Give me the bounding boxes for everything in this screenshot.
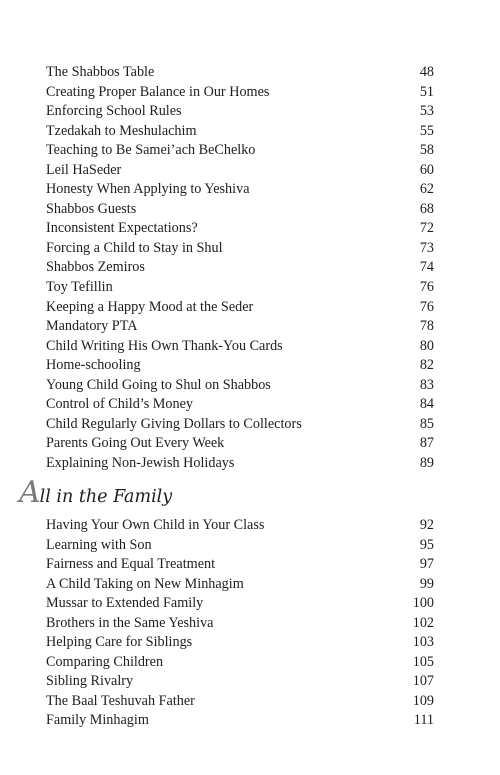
toc-entry-title: Young Child Going to Shul on Shabbos [46, 376, 271, 393]
toc-entry [46, 317, 434, 337]
toc-entry [46, 395, 434, 415]
toc-entry-title: The Shabbos Table [46, 64, 155, 80]
toc-entry-page-number: 87 [419, 435, 434, 452]
toc-entry-title: Having Your Own Child in Your Class [46, 517, 265, 533]
toc-entry-title: Mussar to Extended Family [46, 595, 204, 612]
toc-entry [46, 141, 434, 161]
toc-entry-title: Teaching to Be Samei’ach BeChelko [46, 142, 256, 159]
toc-entry-title: Brothers in the Same Yeshiva [46, 614, 214, 631]
toc-entry-title: Control of Child’s Money [46, 396, 194, 413]
toc-entry-page-number: 60 [419, 161, 434, 178]
toc-entry-page-number: 105 [412, 653, 434, 670]
toc-entry-page-number: 53 [419, 103, 434, 120]
toc-entry [46, 594, 434, 614]
toc-entry [46, 278, 434, 298]
toc-entry [46, 672, 434, 692]
toc-entry-page-number: 89 [419, 454, 434, 471]
toc-entry [46, 337, 434, 357]
toc-entry [46, 692, 434, 712]
toc-entry-page-number: 51 [419, 83, 434, 100]
toc-entry [46, 239, 434, 259]
toc-entry-title: Leil HaSeder [46, 161, 122, 178]
toc-entry-title: Child Regularly Giving Dollars to Collectors [46, 415, 302, 432]
toc-entry [46, 219, 434, 239]
toc-entry-title: Inconsistent Expectations? [46, 220, 198, 237]
toc-entry-title: Helping Care for Siblings [46, 634, 193, 651]
toc-entry [46, 376, 434, 396]
toc-list-part2 [46, 516, 434, 731]
toc-entry-page-number: 111 [413, 712, 434, 729]
toc-entry-title: The Baal Teshuvah Father [46, 692, 195, 709]
toc-entry-page-number: 74 [419, 259, 434, 276]
toc-entry-title: Learning with Son [46, 536, 152, 553]
toc-entry-title: Explaining Non-Jewish Holidays [46, 454, 235, 471]
toc-entry [46, 633, 434, 653]
toc-entry-page-number: 68 [419, 200, 434, 217]
toc-entry-title: Mandatory PTA [46, 318, 138, 335]
toc-entry-title: Parents Going Out Every Week [46, 435, 225, 452]
toc-entry [46, 653, 434, 673]
toc-entry-title: Tzedakah to Meshulachim [46, 122, 197, 139]
toc-entry-page-number: 76 [419, 298, 434, 315]
toc-entry-page-number: 85 [419, 415, 434, 432]
toc-entry-page-number: 58 [419, 142, 434, 159]
toc-entry-page-number: 92 [419, 517, 434, 533]
toc-entry-title: Comparing Children [46, 653, 164, 670]
toc-entry [46, 161, 434, 181]
toc-entry-page-number: 48 [419, 64, 434, 80]
toc-entry [46, 614, 434, 634]
toc-entry-page-number: 95 [419, 536, 434, 553]
toc-entry-page-number: 83 [419, 376, 434, 393]
toc-entry-page-number: 99 [419, 575, 434, 592]
toc-entry-page-number: 84 [419, 396, 434, 413]
toc-entry-page-number: 103 [412, 634, 434, 651]
toc-entry-title: Fairness and Equal Treatment [46, 556, 216, 573]
toc-entry-page-number: 76 [419, 279, 434, 296]
toc-entry-page-number: 82 [419, 357, 434, 374]
toc-entry [46, 200, 434, 220]
toc-entry [46, 575, 434, 595]
toc-entry [46, 454, 434, 474]
toc-entry [46, 356, 434, 376]
toc-entry [46, 536, 434, 556]
toc-entry [46, 180, 434, 200]
toc-entry [46, 83, 434, 103]
toc-entry-title: Honesty When Applying to Yeshiva [46, 181, 250, 198]
toc-entry [46, 434, 434, 454]
section-heading-initial: A [19, 475, 40, 510]
toc-entry [46, 555, 434, 575]
toc-entry-page-number: 100 [412, 595, 434, 612]
section-heading-text: ll in the Family [39, 487, 173, 507]
section-heading [19, 477, 172, 513]
toc-entry-title: Home-schooling [46, 357, 141, 374]
toc-entry-title: Forcing a Child to Stay in Shul [46, 239, 223, 256]
toc-entry-title: Sibling Rivalry [46, 673, 134, 690]
toc-entry-title: Shabbos Guests [46, 200, 137, 217]
toc-entry [46, 258, 434, 278]
toc-entry [46, 711, 434, 731]
toc-entry-page-number: 107 [412, 673, 434, 690]
toc-entry-title: Family Minhagim [46, 712, 149, 729]
toc-entry-page-number: 55 [419, 122, 434, 139]
toc-entry-page-number: 80 [419, 337, 434, 354]
toc-entry-title: Toy Tefillin [46, 279, 113, 296]
toc-entry-page-number: 109 [412, 692, 434, 709]
toc-entry-title: A Child Taking on New Minhagim [46, 575, 244, 592]
toc-entry [46, 102, 434, 122]
toc-entry-title: Shabbos Zemiros [46, 259, 145, 276]
toc-entry-page-number: 72 [419, 220, 434, 237]
toc-entry-title: Enforcing School Rules [46, 103, 182, 120]
toc-entry [46, 63, 434, 83]
toc-entry-title: Child Writing His Own Thank-You Cards [46, 337, 283, 354]
toc-list-part1 [46, 63, 434, 473]
toc-entry-page-number: 78 [419, 318, 434, 335]
toc-entry-page-number: 62 [419, 181, 434, 198]
toc-entry-page-number: 97 [419, 556, 434, 573]
toc-entry-page-number: 73 [419, 239, 434, 256]
toc-entry [46, 415, 434, 435]
toc-entry-title: Creating Proper Balance in Our Homes [46, 83, 270, 100]
toc-entry-page-number: 102 [412, 614, 434, 631]
toc-entry [46, 122, 434, 142]
toc-entry [46, 516, 434, 536]
toc-entry-title: Keeping a Happy Mood at the Seder [46, 298, 254, 315]
toc-entry [46, 298, 434, 318]
